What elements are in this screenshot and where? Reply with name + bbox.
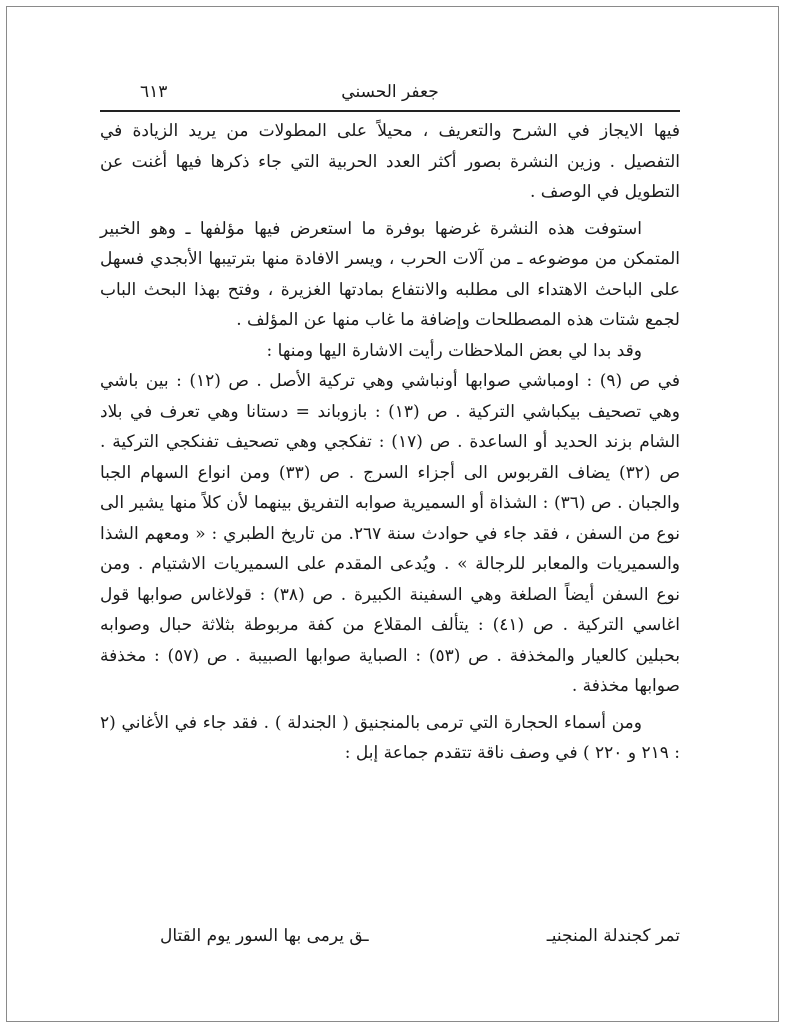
paragraph: وقد بدا لي بعض الملاحظات رأيت الاشارة اليها ومنها : bbox=[266, 340, 642, 361]
paragraph: ومن أسماء الحجارة التي ترمى بالمنجنيق ( الجندلة ) . فقد جاء في الأغاني (٢ : ٢١٩ و ٢٢٠ ) في وصف ناقة تتقدم جماعة إبل : bbox=[100, 712, 680, 763]
page-number: ٦١٣ bbox=[140, 82, 168, 102]
poem-first-hemistich: تمر كجندلة المنجنيـ bbox=[546, 926, 680, 946]
book-page bbox=[100, 70, 680, 970]
poem-second-hemistich: ـق يرمى بها السور يوم القتال bbox=[160, 926, 369, 946]
paragraph: فيها الايجاز في الشرح والتعريف ، محيلاً على المطولات من يريد الزيادة في التفصيل . وزين النشرة بصور أكثر العدد الحربية التي جاء ذكرها فيها أغنت عن التطويل في الوصف . bbox=[100, 121, 680, 202]
header-rule bbox=[100, 110, 680, 112]
body-text bbox=[100, 116, 680, 769]
paragraph: استوفت هذه النشرة غرضها بوفرة ما استعرض فيها مؤلفها ـ وهو الخبير المتمكن من موضوعه ـ من آلات الحرب ، ويسر الافادة منها بترتيبها الأبجدي فسهل على الباحث الاهتداء الى مطلبه والانتفاع بمادتها الغزيرة ، وفتح بهذا البحث الباب لجمع شتات هذه المصطلحات وإضافة ما غاب منها عن المؤلف . bbox=[100, 218, 680, 330]
running-title: جعفر الحسني bbox=[341, 82, 439, 102]
page-header bbox=[100, 82, 680, 112]
paragraph: في ص (٩) : اومباشي صوابها أونباشي وهي تركية الأصل . ص (١٢) : بين باشي وهي تصحيف بيكباشي التركية . ص (١٣) : بازوباند = دستانا وهي تعرف في بلاد الشام بزند الحديد أو الساعدة . ص (١٧) : تفكجي وهي تصحيف تفنكجي التركية . ص (٣٢) يضاف القربوس الى أجزاء السرج . ص (٣٣) ومن انواع السهام الجبا والجبان . ص (٣٦) : الشذاة أو السميرية صوابه التفريق بينهما لأن كلاً منها يشير الى نوع من السفن ، فقد جاء في حوادث سنة ٢٦٧. من تاريخ الطبري : « ومعهم الشذا والسميريات والمعابر للرجالة » . ويُدعى المقدم على السميريات الاشتيام . ومن نوع السفن أيضاً الصلغة وهي السفينة الكبيرة . ص (٣٨) : قولاغاس صوابها قول اغاسي التركية . ص (٤١) : يتألف المقلاع من كفة مربوطة بثلاثة حبال وصوابه بحبلين كالعيار والمخذفة . ص (٥٣) : الصباية صوابها الصبيبة . ص (٥٧) : مخذفة صوابها مخذفة . bbox=[100, 371, 681, 696]
poem-verse bbox=[100, 926, 680, 956]
